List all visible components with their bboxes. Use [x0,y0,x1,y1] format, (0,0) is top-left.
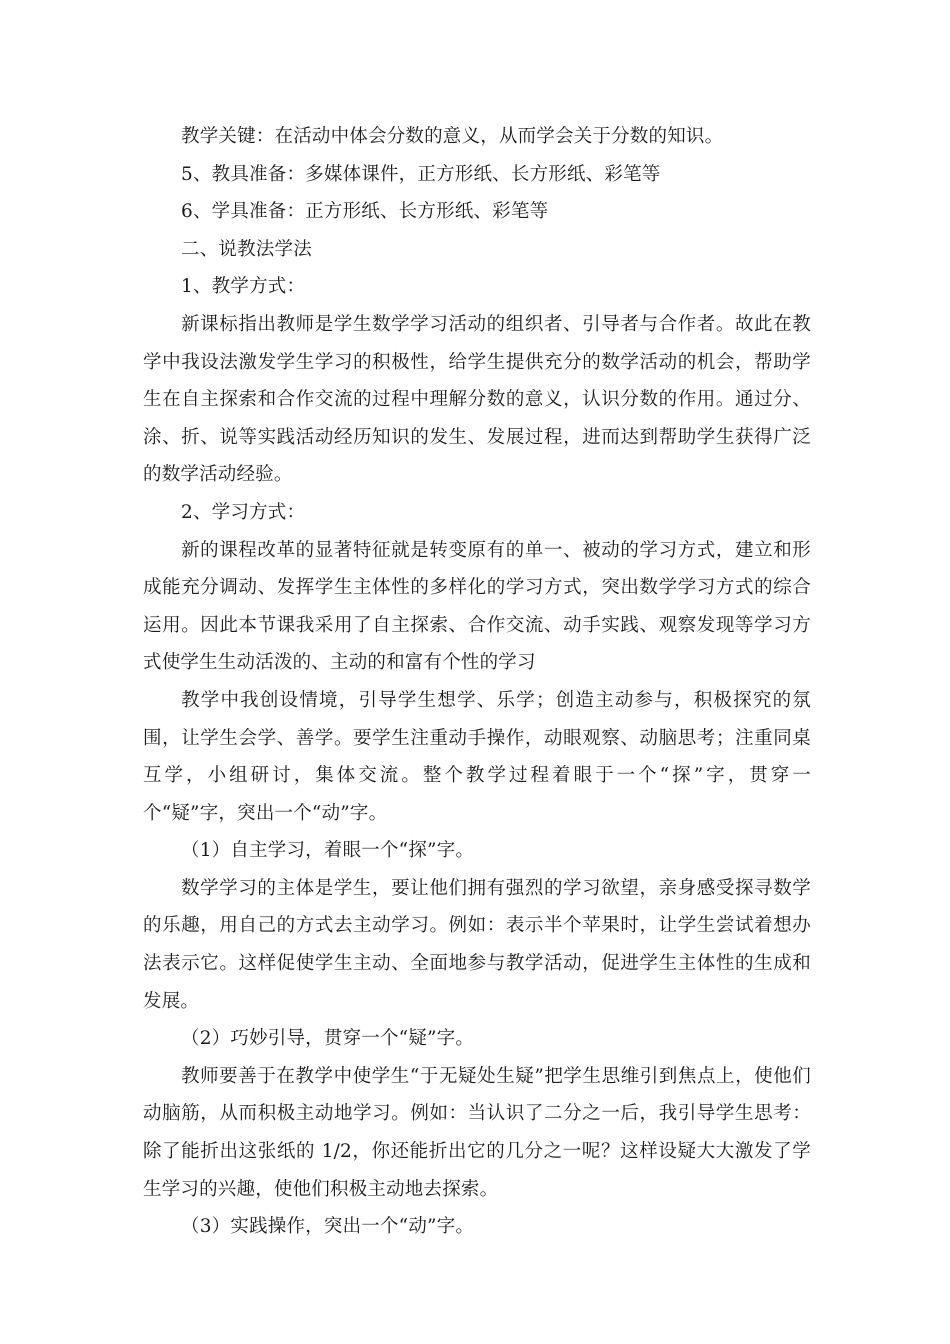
subheading-teaching-method: 1、教学方式： [181,276,306,298]
paragraph-self-study: 数学学习的主体是学生，要让他们拥有强烈的学习欲望，亲身感受探寻数学的乐趣，用自己的方式去主动学习。例如：表示半个苹果时，让学生尝试着想办法表示它。这样促使学生主动、全面地参与教学活动，促进学生主体性的生成和发展。 [143,877,811,1012]
document-body [143,118,811,1246]
paragraph-classroom-approach: 教学中我创设情境，引导学生想学、乐学；创造主动参与，积极探究的氛围，让学生会学、善学。要学生注重动手操作，动眼观察、动脑思考；注重同桌互学，小组研讨，集体交流。整个教学过程着眼于一个“探”字，贯穿一个“疑”字，突出一个“动”字。 [143,689,811,824]
paragraph-learning-method: 新的课程改革的显著特征就是转变原有的单一、被动的学习方式，建立和形成能充分调动、发挥学生主体性的多样化的学习方式，突出数学学习方式的综合运用。因此本节课我采用了自主探索、合作交流、动手实践、观察发现等学习方式使学生生动活泼的、主动的和富有个性的学习 [143,539,811,674]
paragraph-teaching-method: 新课标指出教师是学生数学学习活动的组织者、引导者与合作者。故此在教学中我设法激发学生学习的积极性，给学生提供充分的数学活动的机会，帮助学生在自主探索和合作交流的过程中理解分数的意义，认识分数的作用。通过分、涂、折、说等实践活动经历知识的发生、发展过程，进而达到帮助学生获得广泛的数学活动经验。 [143,313,811,486]
subheading-practice: （3）实践操作，突出一个“动”字。 [181,1216,475,1238]
subheading-learning-method: 2、学习方式： [181,501,306,523]
paragraph-learning-aids: 6、学具准备：正方形纸、长方形纸、彩笔等 [181,201,549,223]
paragraph-guidance: 教师要善于在教学中使学生“于无疑处生疑”把学生思维引到焦点上，使他们动脑筋，从而积极主动地学习。例如：当认识了二分之一后，我引导学生思考：除了能折出这张纸的 1/2，你还能折出它的几分之一呢？这样设疑大大激发了学生学习的兴趣，使他们积极主动地去探索。 [143,1065,811,1200]
subheading-self-study: （1）自主学习，着眼一个“探”字。 [181,840,475,862]
section-heading-methods: 二、说教法学法 [181,238,312,260]
subheading-guidance: （2）巧妙引导，贯穿一个“疑”字。 [181,1028,475,1050]
paragraph-teaching-key: 教学关键：在活动中体会分数的意义，从而学会关于分数的知识。 [181,126,724,147]
paragraph-teaching-aids: 5、教具准备：多媒体课件，正方形纸、长方形纸、彩笔等 [181,163,661,185]
